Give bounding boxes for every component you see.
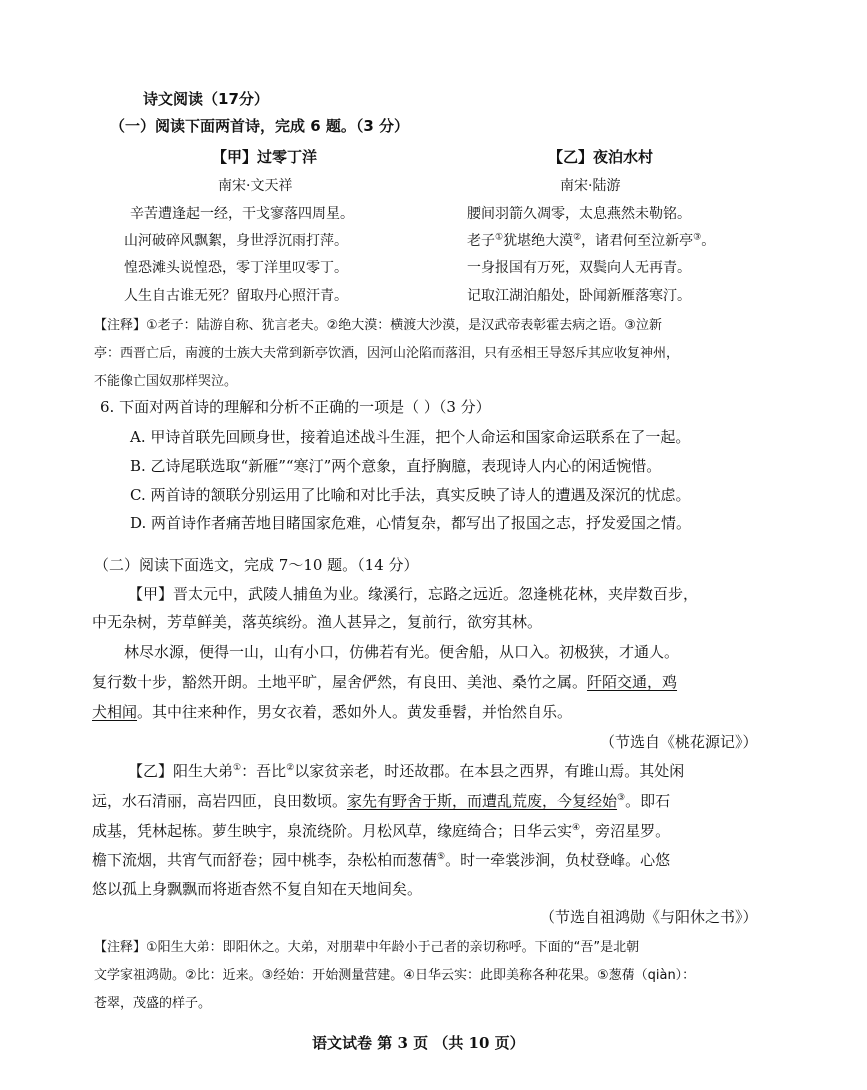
text-b-source: （节选自祖鸿勋《与阳休之书》） (540, 908, 758, 926)
poem-a-line: 山河破碎风飘絮，身世浮沉雨打萍。 (124, 233, 348, 249)
text-line: 成基，凭林起栋。萝生映宇，泉流绕阶。月松风草，缘庭绮合；日华云实④，旁沼星罗。 (92, 822, 671, 840)
poem-b-line: 老子①犹堪绝大漠②，诸君何至泣新亭③。 (467, 232, 716, 249)
text-line: 檐下流烟，共宵气而舒卷；园中桃李，杂松柏而葱蒨⑤。时一牵裳涉涧，负杖登峰。心悠 (92, 851, 671, 869)
note-line: 【注释】①老子：陆游自称、犹言老夫。②绝大漠：横渡大沙漠，是汉武帝表彰霍去病之语。③泣新 (94, 318, 662, 333)
underlined-text: 家先有野舍于斯，而遭乱荒废，今复经始 (347, 792, 618, 810)
text-line: 中无杂树，芳草鲜美，落英缤纷。渔人甚异之，复前行，欲穷其林。 (92, 613, 543, 631)
option-a: A. 甲诗首联先回顾身世，接着追述战斗生涯，把个人命运和国家命运联系在了一起。 (130, 428, 691, 446)
note-line: 亭：西晋亡后，南渡的士族大夫常到新亭饮酒，因河山沦陷而落泪，只有丞相王导怒斥其应收复神州， (94, 346, 680, 361)
poem-a-line: 惶恐滩头说惶恐，零丁洋里叹零丁。 (124, 260, 348, 276)
page-footer: 语文试卷 第 3 页 （共 10 页） (312, 1034, 525, 1052)
poem-a-title: 【甲】过零丁洋 (212, 148, 318, 166)
poem-a-line: 人生自古谁无死？留取丹心照汗青。 (124, 288, 348, 304)
poem-b-line: 腰间羽箭久凋零，太息燕然未勒铭。 (467, 206, 691, 222)
option-b: B. 乙诗尾联选取“新雁”“寒汀”两个意象，直抒胸臆，表现诗人内心的闲适惋惜。 (130, 457, 662, 475)
poem-b-title: 【乙】夜泊水村 (548, 148, 654, 166)
text-line: 犬相闻。其中往来种作，男女衣着，悉如外人。黄发垂髫，并怡然自乐。 (92, 703, 573, 721)
text-line: 【甲】晋太元中，武陵人捕鱼为业。缘溪行，忘路之远近。忽逢桃花林，夹岸数百步， (128, 585, 699, 603)
underlined-text: 犬相闻 (92, 703, 138, 721)
note-line: 【注释】①阳生大弟：即阳休之。大弟，对朋辈中年龄小于己者的亲切称呼。下面的“吾”是北朝 (94, 940, 640, 955)
note-line: 文学家祖鸿勋。②比：近来。③经始：开始测量营建。④日华云实：此即美称各种花果。⑤葱蒨（qiàn）： (94, 968, 696, 983)
part2-heading: （二）阅读下面选文，完成 7～10 题。（14 分） (94, 556, 419, 574)
text-line: 林尽水源，便得一山，山有小口，仿佛若有光。便舍船，从口入。初极狭，才通人。 (124, 643, 680, 661)
option-c: C. 两首诗的颔联分别运用了比喻和对比手法，真实反映了诗人的遭遇及深沉的忧虑。 (130, 486, 691, 504)
note-line: 不能像亡国奴那样哭泣。 (94, 374, 238, 389)
part1-heading: （一）阅读下面两首诗，完成 6 题。（3 分） (110, 117, 410, 135)
poem-a-line: 辛苦遭逢起一经，干戈寥落四周星。 (130, 206, 354, 222)
underlined-text: 阡陌交通，鸡 (587, 673, 678, 691)
option-d: D. 两首诗作者痛苦地目睹国家危难，心情复杂，都写出了报国之志，抒发爱国之情。 (130, 514, 692, 532)
question-stem: 6. 下面对两首诗的理解和分析不正确的一项是（ ）（3 分） (100, 398, 491, 416)
poem-a-author: 南宋·文天祥 (218, 178, 293, 194)
text-line: 悠以孤上身飘飘而将逝杳然不复自知在天地间矣。 (92, 880, 423, 898)
poem-b-author: 南宋·陆游 (560, 178, 621, 194)
poem-b-line: 记取江湖泊船处，卧闻新雁落寒汀。 (467, 288, 691, 304)
text-line: 远，水石清丽，高岩四匝，良田数顷。家先有野舍于斯，而遭乱荒废，今复经始③。即石 (92, 792, 671, 810)
note-line: 苍翠，茂盛的样子。 (94, 996, 212, 1011)
text-line: 【乙】阳生大弟①：吾比②以家贫亲老，时还故郡。在本县之西界，有雎山焉。其处闲 (128, 762, 685, 780)
poem-b-line: 一身报国有万死，双鬓向人无再青。 (467, 260, 691, 276)
section-title: 诗文阅读（17分） (143, 90, 269, 108)
text-a-source: （节选自《桃花源记》） (600, 733, 758, 751)
text-line: 复行数十步，豁然开朗。土地平旷，屋舍俨然，有良田、美池、桑竹之属。阡陌交通，鸡 (92, 673, 678, 691)
